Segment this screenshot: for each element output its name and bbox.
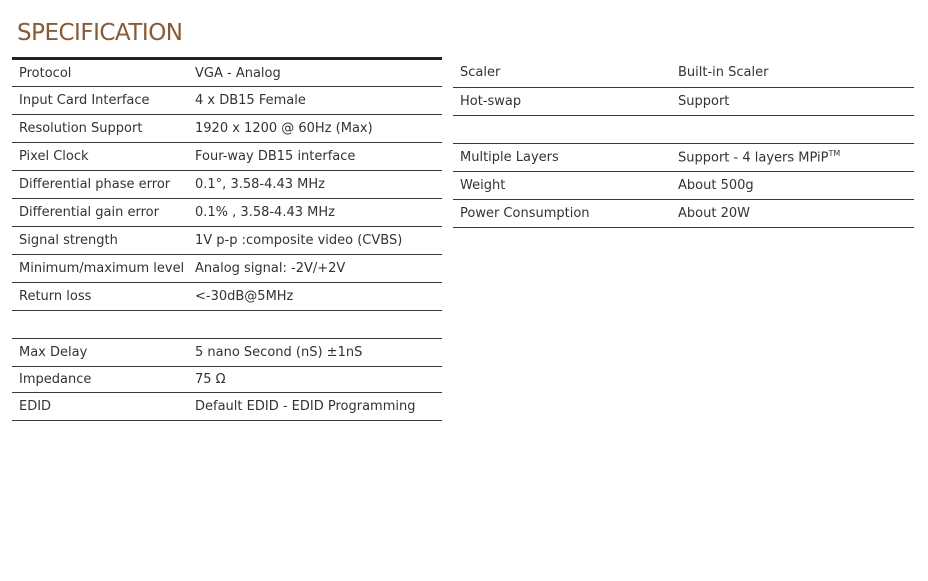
table-row: [453, 143, 914, 171]
table-row: [12, 115, 442, 143]
spec-value: 0.1°, 3.58-4.43 MHz: [195, 177, 325, 192]
spec-label: Return loss: [19, 289, 92, 304]
spec-value: Four-way DB15 interface: [195, 149, 356, 164]
table-row: [12, 143, 442, 171]
table-row: [12, 367, 442, 393]
spec-table-right: [453, 59, 914, 228]
table-row: [453, 87, 914, 115]
spec-label: Multiple Layers: [460, 149, 559, 165]
spec-label: Weight: [460, 177, 506, 193]
spec-value: Default EDID - EDID Programming: [195, 399, 416, 414]
table-row: [12, 283, 442, 311]
spec-value: 1920 x 1200 @ 60Hz (Max): [195, 121, 373, 136]
spec-value: About 20W: [678, 205, 750, 221]
spec-label: Hot-swap: [460, 93, 522, 109]
spec-label: [12, 311, 188, 339]
table-row: [12, 393, 442, 421]
table-row: [12, 87, 442, 115]
table-row: [12, 59, 442, 87]
table-row: [453, 171, 914, 199]
spec-value: Analog signal: -2V/+2V: [195, 261, 346, 276]
spec-label: [453, 115, 671, 143]
spec-value: Support: [678, 93, 730, 109]
spec-label: EDID: [19, 399, 52, 414]
spec-label: Scaler: [460, 65, 501, 81]
spec-value: 0.1% , 3.58-4.43 MHz: [195, 205, 335, 220]
spec-value: 75 Ω: [195, 372, 226, 387]
table-row: [453, 199, 914, 227]
table-row: [12, 227, 442, 255]
spec-label: Differential phase error: [19, 177, 171, 192]
table-row: [453, 59, 914, 87]
spec-label: Minimum/maximum level: [19, 261, 185, 276]
spec-value: <-30dB@5MHz: [195, 289, 294, 304]
spec-value: [188, 311, 442, 339]
spec-value: [671, 115, 914, 143]
spec-value: Built-in Scaler: [678, 65, 769, 81]
spec-value-text: Support - 4 layers MPiP: [678, 150, 829, 166]
spec-label: Signal strength: [19, 233, 118, 248]
table-row-empty: [12, 311, 442, 339]
spec-label: Resolution Support: [19, 121, 143, 136]
trademark-mark: TM: [828, 148, 841, 158]
spec-label: Max Delay: [19, 345, 88, 360]
spec-label: Differential gain error: [19, 205, 159, 220]
spec-label: Power Consumption: [460, 205, 590, 221]
spec-value: 5 nano Second (nS) ±1nS: [195, 345, 363, 360]
spec-value: About 500g: [678, 177, 754, 193]
spec-value: 1V p-p :composite video (CVBS): [195, 233, 403, 248]
table-row: [12, 171, 442, 199]
spec-label: Impedance: [19, 372, 92, 387]
spec-label: Input Card Interface: [19, 93, 150, 108]
table-row: [12, 199, 442, 227]
page-title: SPECIFICATION: [17, 20, 183, 46]
spec-value: VGA - Analog: [195, 65, 281, 81]
table-row: [12, 339, 442, 367]
spec-label: Protocol: [19, 65, 72, 81]
table-row: [12, 255, 442, 283]
spec-table-left: [12, 57, 442, 421]
spec-value: 4 x DB15 Female: [195, 93, 306, 108]
spec-label: Pixel Clock: [19, 149, 89, 164]
table-row-empty: [453, 115, 914, 143]
spec-value: [671, 143, 914, 171]
